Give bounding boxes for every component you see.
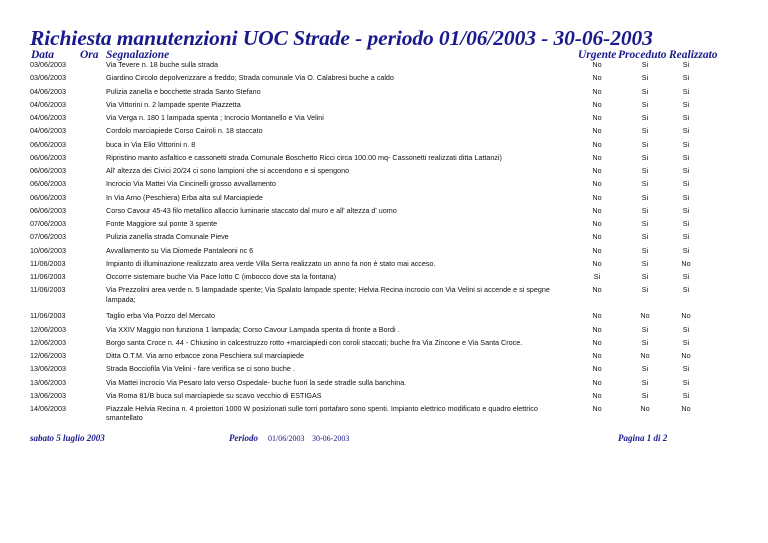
row-realizzato: Si <box>682 73 690 83</box>
row-urgente: No <box>592 404 602 413</box>
row-realizzato: Si <box>682 337 690 347</box>
row-urgente: No <box>592 113 602 122</box>
row-description: Taglio erba Via Pozzo del Mercato <box>106 311 215 321</box>
row-realizzato: Si <box>682 139 690 149</box>
column-header-ora: Ora <box>80 49 99 61</box>
table-row <box>0 230 768 243</box>
row-description: Via Prezzolini area verde n. 5 lampadade spente; Via Spalato lampade spente; Helvia Recina incrocio con Via Velini si accende e si spegne lampada; <box>106 285 550 304</box>
column-header-segnalazione: Segnalazione <box>106 49 170 61</box>
row-urgente: No <box>592 166 602 175</box>
table-row <box>0 244 768 257</box>
row-description: Giardino Circolo depolverizzare a freddo; Strada comunale Via O. Calabresi buche a caldo <box>106 73 394 83</box>
row-date: 04/06/2003 <box>30 99 66 109</box>
row-proceduto: Si <box>641 179 649 189</box>
row-description: In Via Arno (Peschiera) Erba alta sul Marciapiede <box>106 192 263 202</box>
row-urgente: No <box>592 99 602 109</box>
row-date: 03/06/2003 <box>30 60 66 69</box>
row-urgente: No <box>592 258 602 268</box>
row-date: 07/06/2003 <box>30 219 66 228</box>
row-realizzato: Si <box>682 99 690 109</box>
row-description: Impianto di illuminazione realizzato area verde Villa Serra realizzato un anno fa non è stato mai acceso. <box>106 258 436 268</box>
row-proceduto: No <box>640 404 650 413</box>
row-description: Ditta O.T.M. Via arno erbacce zona Peschiera sul marciapiede <box>106 351 305 360</box>
table-row <box>0 191 768 204</box>
row-description: Corso Cavour 45-43 filo metallico allaccio luminarie staccato dal muro e all' altezza d' uomo <box>106 205 397 215</box>
table-row <box>0 71 768 84</box>
row-urgente: No <box>592 86 602 96</box>
footer-date: sabato 5 luglio 2003 <box>30 433 105 443</box>
row-date: 11/06/2003 <box>30 311 66 321</box>
row-realizzato: Si <box>682 179 690 189</box>
row-proceduto: Si <box>641 113 649 122</box>
row-description: Via Mattei incrocio Via Pesaro lato verso Ospedale- buche fuori la sede stradle sulla banchina. <box>106 377 407 387</box>
table-row <box>0 336 768 349</box>
table-row <box>0 177 768 190</box>
row-date: 14/06/2003 <box>30 404 66 413</box>
table-row <box>0 124 768 137</box>
row-description: Via XXIV Maggio non funziona 1 lampada; Corso Cavour Lampada spenta di fronte a Bordi . <box>106 324 400 334</box>
footer-period-to: 30-06-2003 <box>312 434 350 443</box>
report-title: Richiesta manutenzioni UOC Strade - periodo 01/06/2003 - 30-06-2003 <box>30 26 653 50</box>
row-date: 13/06/2003 <box>30 390 66 400</box>
table-row <box>0 138 768 151</box>
column-header-proceduto: Proceduto <box>618 49 667 61</box>
row-description: Borgo santa Croce n. 44 - Chiusino in calcestruzzo rotto +marciapiedi con coroli staccati; buche fra Via Zincone e Via Santa Croce. <box>106 337 523 347</box>
row-proceduto: Si <box>641 377 649 387</box>
table-row <box>0 402 768 428</box>
row-realizzato: Si <box>682 324 690 334</box>
row-urgente: Si <box>593 272 601 281</box>
row-realizzato: Si <box>682 192 690 202</box>
table-row <box>0 270 768 283</box>
row-realizzato: Si <box>682 60 690 69</box>
column-header-data: Data <box>31 49 54 61</box>
row-realizzato: Si <box>682 152 690 162</box>
row-proceduto: Si <box>641 272 649 281</box>
row-date: 04/06/2003 <box>30 86 66 96</box>
row-description: Fonte Maggiore sul ponte 3 spente <box>106 219 218 228</box>
footer-periodo-label: Periodo <box>229 433 258 443</box>
row-proceduto: Si <box>641 166 649 175</box>
row-urgente: No <box>592 245 602 255</box>
row-description: Via Roma 81/B buca sul marciapiede su scavo vecchio di ESTIGAS <box>106 390 322 400</box>
row-proceduto: Si <box>641 390 649 400</box>
column-header-urgente: Urgente <box>578 49 617 61</box>
row-date: 04/06/2003 <box>30 126 66 136</box>
row-realizzato: Si <box>682 364 690 374</box>
table-row <box>0 349 768 362</box>
table-row <box>0 389 768 402</box>
row-proceduto: Si <box>641 139 649 149</box>
row-urgente: No <box>592 205 602 215</box>
row-urgente: No <box>592 126 602 136</box>
records-list <box>0 58 768 428</box>
row-date: 03/06/2003 <box>30 73 66 83</box>
row-date: 11/06/2003 <box>30 285 66 295</box>
row-urgente: No <box>592 219 602 228</box>
row-date: 06/06/2003 <box>30 192 66 202</box>
row-proceduto: Si <box>641 205 649 215</box>
row-description: buca in Via Elio Vittorini n. 8 <box>106 139 196 149</box>
row-description: All' altezza dei Civici 20/24 ci sono lampioni che si accendono e si spengono <box>106 166 350 175</box>
row-urgente: No <box>592 60 602 69</box>
row-proceduto: Si <box>641 152 649 162</box>
footer-period-from: 01/06/2003 <box>268 434 305 443</box>
row-description: Ripristino manto asfaltico e cassonetti strada Comunale Boschetto Ricci circa 100.00 mq- Cassonetti realizzati ditta Lattanzi) <box>106 152 502 162</box>
row-urgente: No <box>592 152 602 162</box>
table-row <box>0 217 768 230</box>
row-realizzato: Si <box>682 219 690 228</box>
row-proceduto: Si <box>641 245 649 255</box>
row-urgente: No <box>592 390 602 400</box>
row-realizzato: Si <box>682 245 690 255</box>
row-date: 06/06/2003 <box>30 152 66 162</box>
row-urgente: No <box>592 192 602 202</box>
table-row <box>0 111 768 124</box>
table-row <box>0 204 768 217</box>
table-row <box>0 98 768 111</box>
row-proceduto: Si <box>641 192 649 202</box>
row-proceduto: Si <box>641 258 649 268</box>
row-realizzato: No <box>681 404 691 413</box>
table-row <box>0 164 768 177</box>
table-row <box>0 309 768 322</box>
row-realizzato: Si <box>682 205 690 215</box>
row-urgente: No <box>592 285 602 295</box>
row-date: 06/06/2003 <box>30 205 66 215</box>
row-urgente: No <box>592 377 602 387</box>
row-description: Via Tevere n. 18 buche sulla strada <box>106 60 219 69</box>
row-realizzato: Si <box>682 377 690 387</box>
row-description: Via Verga n. 180 1 lampada spenta ; Incrocio Montanello e Via Velini <box>106 113 324 122</box>
row-proceduto: Si <box>641 60 649 69</box>
row-urgente: No <box>592 311 602 321</box>
row-date: 13/06/2003 <box>30 377 66 387</box>
row-realizzato: Si <box>682 232 690 242</box>
row-urgente: No <box>592 324 602 334</box>
row-proceduto: Si <box>641 232 649 242</box>
row-proceduto: Si <box>641 219 649 228</box>
row-realizzato: Si <box>682 285 690 295</box>
row-proceduto: Si <box>641 86 649 96</box>
row-date: 12/06/2003 <box>30 324 66 334</box>
row-description: Avvallamento su Via Diomede Pantaleoni nc 6 <box>106 245 254 255</box>
row-description: Via Vittorini n. 2 lampade spente Piazzetta <box>106 99 241 109</box>
row-proceduto: Si <box>641 337 649 347</box>
table-row <box>0 376 768 389</box>
row-date: 12/06/2003 <box>30 337 66 347</box>
row-description: Strada Bocciofila Via Velini - fare verifica se ci sono buche . <box>106 364 295 374</box>
row-proceduto: Si <box>641 285 649 295</box>
row-date: 10/06/2003 <box>30 245 66 255</box>
row-date: 07/06/2003 <box>30 232 66 242</box>
row-description: Pulizia zanella e bocchette strada Santo Stefano <box>106 86 261 96</box>
row-realizzato: Si <box>682 126 690 136</box>
row-date: 12/06/2003 <box>30 351 66 360</box>
table-row <box>0 85 768 98</box>
table-row <box>0 58 768 71</box>
row-urgente: No <box>592 179 602 189</box>
row-urgente: No <box>592 232 602 242</box>
row-realizzato: Si <box>682 272 690 281</box>
column-header-realizzato: Realizzato <box>669 49 718 61</box>
table-row <box>0 151 768 164</box>
row-urgente: No <box>592 139 602 149</box>
row-date: 04/06/2003 <box>30 113 66 122</box>
row-realizzato: Si <box>682 166 690 175</box>
row-date: 06/06/2003 <box>30 179 66 189</box>
row-realizzato: Si <box>682 113 690 122</box>
row-proceduto: Si <box>641 364 649 374</box>
table-row <box>0 257 768 270</box>
table-row <box>0 283 768 309</box>
row-date: 11/06/2003 <box>30 258 66 268</box>
table-row <box>0 362 768 375</box>
row-description: Piazzale Helvia Recina n. 4 proiettori 1000 W posizionati sulle torri portafaro sono spenti. Impianto elettrico modificato e quadro elettrico smantellato <box>106 404 538 423</box>
row-urgente: No <box>592 337 602 347</box>
row-proceduto: Si <box>641 324 649 334</box>
row-proceduto: No <box>640 311 650 321</box>
row-proceduto: Si <box>641 73 649 83</box>
row-proceduto: No <box>640 351 650 360</box>
row-description: Incrocio Via Mattei Via Cincinelli grosso avvallamento <box>106 179 276 189</box>
row-proceduto: Si <box>641 99 649 109</box>
row-realizzato: Si <box>682 390 690 400</box>
row-realizzato: No <box>681 351 691 360</box>
row-proceduto: Si <box>641 126 649 136</box>
row-realizzato: No <box>681 311 691 321</box>
table-row <box>0 323 768 336</box>
row-date: 06/06/2003 <box>30 139 66 149</box>
row-date: 13/06/2003 <box>30 364 66 374</box>
row-urgente: No <box>592 351 602 360</box>
row-description: Occorre sistemare buche Via Pace lotto C (imbocco dove sta la fontana) <box>106 272 336 281</box>
row-date: 06/06/2003 <box>30 166 66 175</box>
row-urgente: No <box>592 364 602 374</box>
row-realizzato: Si <box>682 86 690 96</box>
row-urgente: No <box>592 73 602 83</box>
row-realizzato: No <box>681 258 691 268</box>
footer-page-number: Pagina 1 di 2 <box>618 433 668 443</box>
row-description: Pulizia zanella strada Comunale Pieve <box>106 232 229 242</box>
row-description: Cordolo marciapiede Corso Cairoli n. 18 staccato <box>106 126 263 136</box>
row-date: 11/06/2003 <box>30 272 66 281</box>
